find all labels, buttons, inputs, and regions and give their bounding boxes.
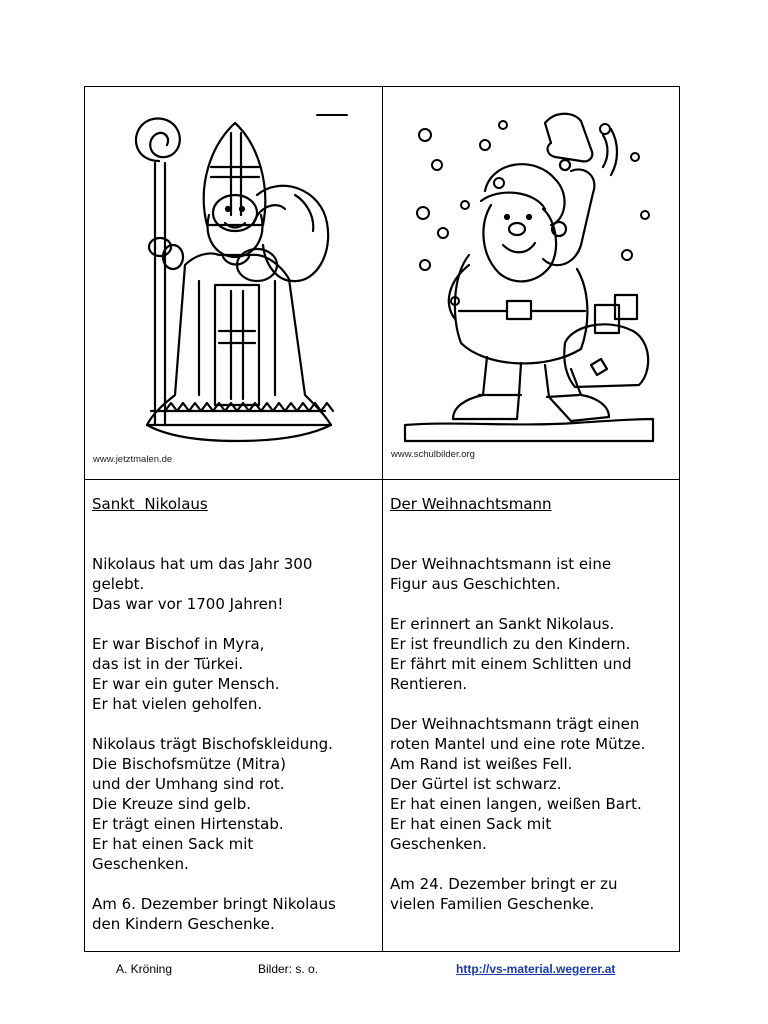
nikolaus-heading: Sankt Nikolaus (92, 495, 208, 513)
text-line: Am 24. Dezember bringt er zu (390, 875, 618, 893)
text-line: Geschenken. (92, 855, 189, 873)
text-line: Er fährt mit einem Schlitten und (390, 655, 632, 673)
text-line: und der Umhang sind rot. (92, 775, 285, 793)
weihnachtsmann-paragraph-4 (390, 874, 673, 914)
nikolaus-paragraph-1 (92, 554, 376, 614)
text-line: Er hat einen Sack mit (92, 835, 254, 853)
text-line: Figur aus Geschichten. (390, 575, 561, 593)
santa-claus-picture (395, 105, 661, 445)
footer-author: A. Kröning (116, 962, 173, 976)
text-line: Rentieren. (390, 675, 468, 693)
weihnachtsmann-heading: Der Weihnachtsmann (390, 495, 552, 513)
image-credit-right[interactable]: www.schulbilder.org (391, 449, 475, 460)
text-line: Das war vor 1700 Jahren! (92, 595, 284, 613)
weihnachtsmann-paragraph-3 (390, 714, 673, 854)
text-line: Er hat vielen geholfen. (92, 695, 263, 713)
nikolaus-text-cell (85, 480, 382, 951)
text-line: roten Mantel und eine rote Mütze. (390, 735, 646, 753)
text-line: Geschenken. (390, 835, 487, 853)
text-line: Die Kreuze sind gelb. (92, 795, 251, 813)
text-line: Der Weihnachtsmann ist eine (390, 555, 612, 573)
saint-nicholas-picture (125, 105, 355, 450)
text-line: Die Bischofsmütze (Mitra) (92, 755, 286, 773)
text-line: Der Weihnachtsmann trägt einen (390, 715, 640, 733)
text-line: Er erinnert an Sankt Nikolaus. (390, 615, 615, 633)
text-line: Der Gürtel ist schwarz. (390, 775, 562, 793)
footer-image-source: Bilder: s. o. (258, 962, 319, 976)
text-line: Nikolaus trägt Bischofskleidung. (92, 735, 333, 753)
footer-website-link[interactable]: http://vs-material.wegerer.at (456, 962, 616, 976)
text-line: Er war ein guter Mensch. (92, 675, 280, 693)
text-line: Er trägt einen Hirtenstab. (92, 815, 284, 833)
text-line: vielen Familien Geschenke. (390, 895, 595, 913)
text-line: Am 6. Dezember bringt Nikolaus (92, 895, 336, 913)
text-line: den Kindern Geschenke. (92, 915, 275, 933)
text-line: Er hat einen Sack mit (390, 815, 552, 833)
weihnachtsmann-paragraph-2 (390, 614, 673, 694)
nikolaus-picture-cell (85, 87, 382, 479)
text-line: gelebt. (92, 575, 145, 593)
worksheet-table (84, 86, 680, 952)
text-line: Am Rand ist weißes Fell. (390, 755, 573, 773)
nikolaus-paragraph-3 (92, 734, 376, 874)
weihnachtsmann-paragraph-1 (390, 554, 673, 594)
weihnachtsmann-text-cell (383, 480, 679, 951)
image-credit-left[interactable]: www.jetztmalen.de (93, 454, 173, 465)
footer-link-wrap (456, 962, 615, 976)
text-line: Er war Bischof in Myra, (92, 635, 265, 653)
nikolaus-paragraph-2 (92, 634, 376, 714)
nikolaus-paragraph-4 (92, 894, 376, 934)
text-line: Nikolaus hat um das Jahr 300 (92, 555, 313, 573)
text-line: Er hat einen langen, weißen Bart. (390, 795, 642, 813)
text-line: das ist in der Türkei. (92, 655, 244, 673)
text-line: Er ist freundlich zu den Kindern. (390, 635, 631, 653)
weihnachtsmann-picture-cell (383, 87, 679, 479)
